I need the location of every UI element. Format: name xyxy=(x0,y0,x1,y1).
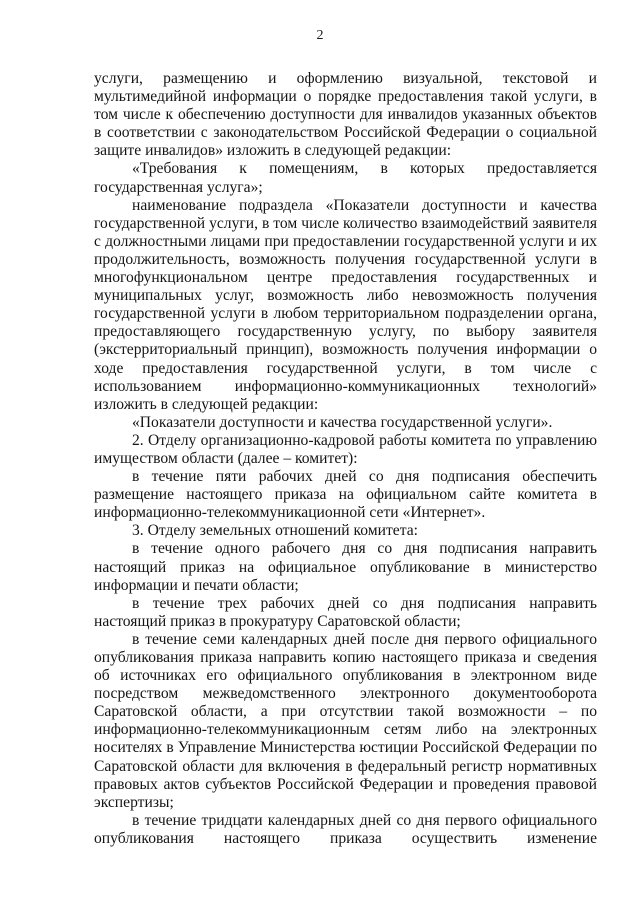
paragraph-continuation: услуги, размещению и оформлению визуальной, текстовой и мультимедийной информации о порядке предоставления такой услуги, в том числе к обеспечению доступности для инвалидов указанных объектов в соответствии с законодательством Российской Федерации о социальной защите инвалидов» изложить в следующей редакции: xyxy=(94,70,597,160)
page-number: 2 xyxy=(316,28,324,43)
paragraph-item-3-prosecutor: в течение трех рабочих дней со дня подписания направить настоящий приказ в прокуратуру Саратовской области; xyxy=(94,594,597,630)
paragraph-item-3-justice-ministry: в течение семи календарных дней после дня первого официального опубликования приказа направить копию настоящего приказа и сведения об источниках его официального опубликования в электронном виде посредством межведомственного электронного документооборота Саратовской области, а при отсутствии такой возможности – по информационно-телекоммуникационным сетям либо на электронных носителях в Управление Министерства юстиции Российской Федерации по Саратовской области для включения в федеральный регистр нормативных правовых актов субъектов Российской Федерации и проведения правовой экспертизы; xyxy=(94,630,597,811)
paragraph-subsection-name: наименование подраздела «Показатели доступности и качества государственной услуги, в том числе количество взаимодействий заявителя с должностными лицами при предоставлении государственной услуги и их продолжительность, возможность получения государственной услуги в многофункциональном центре предоставления государственных и муниципальных услуг, возможность либо невозможность получения государственной услуги в любом территориальном подразделении органа, предоставляющего государственную услугу, по выбору заявителя (экстерриториальный принцип), возможность получения информации о ходе предоставления государственной услуги, в том числе с использованием информационно-коммуникационных технологий» изложить в следующей редакции: xyxy=(94,196,597,413)
paragraph-item-3-publication: в течение одного рабочего дня со дня подписания направить настоящий приказ на официальное опубликование в министерство информации и печати области; xyxy=(94,540,597,594)
paragraph-indicators-title: «Показатели доступности и качества государственной услуги». xyxy=(132,413,553,431)
paragraph-item-2: 2. Отделу организационно-кадровой работы комитета по управлению имуществом области (далее – комитет): xyxy=(94,431,597,467)
paragraph-item-3-change: в течение тридцати календарных дней со дня первого официального опубликования настоящего приказа осуществить изменение xyxy=(94,811,597,847)
paragraph-item-2-instruction: в течение пяти рабочих дней со дня подписания обеспечить размещение настоящего приказа на официальном сайте комитета в информационно-телекоммуникационной сети «Интернет». xyxy=(94,468,597,522)
paragraph-requirements-title: «Требования к помещениям, в которых предоставляется государственная услуга»; xyxy=(94,160,597,196)
document-body xyxy=(94,70,597,848)
paragraph-item-3: 3. Отделу земельных отношений комитета: xyxy=(132,522,418,540)
